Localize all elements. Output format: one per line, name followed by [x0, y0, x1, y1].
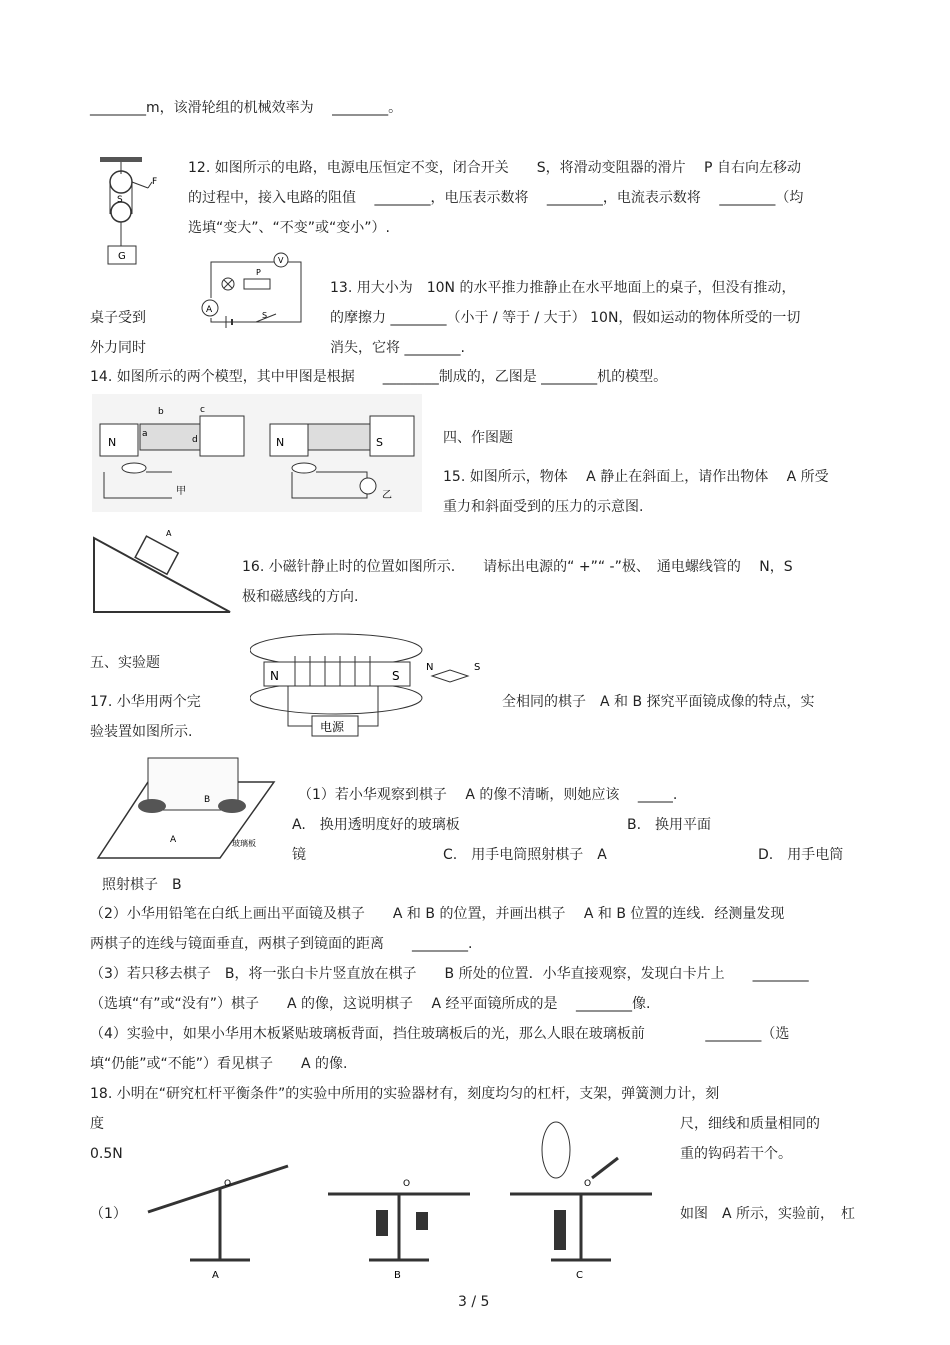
- power-source-label: 电源: [320, 720, 345, 734]
- q15-line-1: 15. 如图所示，物体 A 静止在斜面上，请作出物体 A 所受: [443, 469, 829, 485]
- q18-line-4-left: （1）: [90, 1206, 127, 1222]
- q17-line-1-left: 17. 小华用两个完: [90, 694, 201, 710]
- pulley-label-g: G: [118, 251, 126, 262]
- q18-line-2-left: 度: [90, 1116, 104, 1132]
- circuit-ammeter-label: A: [206, 305, 213, 315]
- q13-line-3-left: 外力同时: [90, 340, 146, 356]
- q17-part-1: （1）若小华观察到棋子 A 的像不清晰，则她应该 _____.: [298, 787, 678, 803]
- lever-a-label: A: [212, 1270, 219, 1281]
- pulley-label-f: F: [152, 177, 158, 187]
- q17-option-a: A. 换用透明度好的玻璃板: [292, 817, 460, 833]
- circuit-slider-label: P: [256, 268, 261, 277]
- lever-c-label: C: [576, 1270, 583, 1281]
- q14-line: 14. 如图所示的两个模型，其中甲图是根据 ________制成的，乙图是 ________机的模型。: [90, 369, 668, 385]
- page-number: 3 / 5: [458, 1294, 490, 1310]
- q13-line-1: 13. 用大小为 10N 的水平推力推静止在水平地面上的桌子，但没有推动，: [330, 280, 796, 296]
- q17-line-2: 验装置如图所示.: [90, 724, 193, 740]
- pulley-label-s: S: [117, 195, 123, 205]
- motor-a-label: a: [142, 429, 148, 439]
- q12-line-1: 12. 如图所示的电路，电源电压恒定不变，闭合开关 S，将滑动变阻器的滑片 P 自右向左移动: [188, 160, 801, 176]
- solenoid-s-label: S: [392, 669, 400, 683]
- q12-line-2: 的过程中，接入电路的阻值 ________，电压表示数将 ________，电流表示数将 ________（均: [188, 190, 804, 206]
- lever-b-label: B: [394, 1270, 401, 1281]
- incline-figure: [88, 530, 238, 616]
- pulley-figure: [92, 152, 162, 270]
- q17-part-3-line-1: （3）若只移去棋子 B，将一张白卡片竖直放在棋子 B 所处的位置．小华直接观察，发现白卡片上 ________: [90, 966, 809, 982]
- q18-line-4-right: 如图 A 所示，实验前， 杠: [680, 1206, 856, 1222]
- motor-generator-figure: [92, 394, 422, 512]
- incline-a-label: A: [166, 530, 172, 538]
- q13-line-2-right: 的摩擦力 ________（小于 / 等于 / 大于） 10N，假如运动的物体所受的一切: [330, 310, 801, 326]
- circuit-switch-label: S: [262, 311, 268, 320]
- motor-b-label: b: [158, 407, 164, 417]
- q13-line-3-right: 消失，它将 ________.: [330, 340, 465, 356]
- q11-tail-line: ________m，该滑轮组的机械效率为 ________。: [90, 100, 403, 116]
- q18-line-3-right: 重的钩码若干个。: [680, 1146, 792, 1162]
- q17-part-2-line-2: 两棋子的连线与镜面垂直，两棋子到镜面的距离 ________.: [90, 936, 473, 952]
- q12-line-3: 选填“变大”、“不变”或“变小”）.: [188, 220, 390, 236]
- q16-line-1: 16. 小磁针静止时的位置如图所示. 请标出电源的“ +”“ -”极、 通电螺线管的 N，S: [242, 559, 793, 575]
- needle-s-label: S: [474, 662, 481, 673]
- q17-option-b: B. 换用平面: [627, 817, 712, 833]
- q17-part-4-line-2: 填“仍能”或“不能”）看见棋子 A 的像.: [90, 1056, 348, 1072]
- q17-option-d-cont: 照射棋子 B: [102, 877, 182, 893]
- q15-line-2: 重力和斜面受到的压力的示意图.: [443, 499, 644, 515]
- mirror-b-label: B: [204, 795, 211, 805]
- mirror-board-label: 玻璃板: [232, 839, 256, 848]
- gen-s-label: S: [376, 436, 383, 449]
- q17-option-b-cont: 镜: [292, 847, 306, 863]
- lever-o-label-b: O: [403, 1179, 411, 1189]
- q17-line-1-right: 全相同的棋子 A 和 B 探究平面镜成像的特点，实: [502, 694, 815, 710]
- gen-n-label: N: [276, 436, 285, 449]
- lever-o-label-c: O: [584, 1179, 592, 1189]
- solenoid-n-label: N: [270, 669, 279, 683]
- motor-n-label: N: [108, 436, 117, 449]
- q17-part-4-line-1: （4）实验中，如果小华用木板紧贴玻璃板背面，挡住玻璃板后的光，那么人眼在玻璃板前 ________（选: [90, 1026, 790, 1042]
- q17-part-2-line-1: （2）小华用铅笔在白纸上画出平面镜及棋子 A 和 B 的位置，并画出棋子 A 和 B 位置的连线．经测量发现: [90, 906, 785, 922]
- needle-n-label: N: [426, 662, 434, 673]
- plane-mirror-figure: [92, 756, 280, 864]
- q18-line-1: 18. 小明在“研究杠杆平衡条件”的实验中所用的实验器材有，刻度均匀的杠杆，支架，弹簧测力计，刻: [90, 1086, 720, 1102]
- lever-o-label-a: O: [224, 1179, 232, 1189]
- solenoid-figure: [250, 632, 500, 740]
- mirror-a-label: A: [170, 835, 177, 845]
- q17-part-3-line-2: （选填“有”或“没有”）棋子 A 的像，这说明棋子 A 经平面镜所成的是 ________像.: [90, 996, 651, 1012]
- lever-figure: [140, 1120, 662, 1284]
- circuit-figure: [196, 250, 306, 332]
- motor-jia-label: 甲: [176, 486, 186, 497]
- q18-line-2-right: 尺，细线和质量相同的: [680, 1116, 820, 1132]
- q13-line-2-left: 桌子受到: [90, 310, 146, 326]
- q17-option-d: D. 用手电筒: [758, 847, 844, 863]
- section-5-heading: 五、实验题: [90, 655, 160, 671]
- q17-option-c: C. 用手电筒照射棋子 A: [443, 847, 607, 863]
- section-4-heading: 四、作图题: [443, 430, 513, 446]
- circuit-voltmeter-label: V: [278, 256, 284, 265]
- gen-yi-label: 乙: [382, 490, 392, 501]
- motor-c-label: c: [200, 405, 205, 415]
- q18-line-3-left: 0.5N: [90, 1146, 123, 1162]
- q16-line-2: 极和磁感线的方向.: [242, 589, 359, 605]
- motor-d-label: d: [192, 435, 198, 445]
